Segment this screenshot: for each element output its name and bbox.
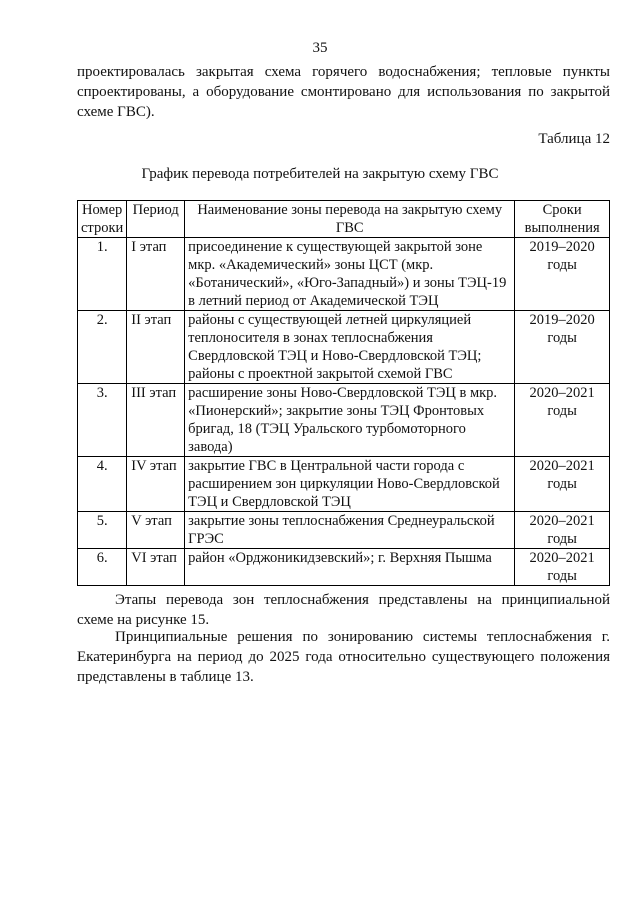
row-num: 1.: [78, 238, 127, 311]
header-num: Номер строки: [78, 201, 127, 238]
table-header-row: [78, 201, 610, 238]
row-num: 4.: [78, 457, 127, 512]
row-num: 6.: [78, 549, 127, 586]
row-zone: район «Орджоникидзевский»; г. Верхняя Пышма: [185, 549, 515, 586]
after-paragraph-2: Принципиальные решения по зонированию системы теплоснабжения г. Екатеринбурга на период до 2025 года относительно существующего положения представлены в таблице 13.: [77, 629, 610, 685]
row-zone: закрытие ГВС в Центральной части города с расширением зон циркуляции Ново-Свердловской ТЭЦ и Свердловской ТЭЦ: [185, 457, 515, 512]
row-term: 2019–2020 годы: [515, 311, 610, 384]
row-term: 2019–2020 годы: [515, 238, 610, 311]
intro-paragraph: проектировалась закрытая схема горячего водоснабжения; тепловые пункты спроектированы, а оборудование смонтировано для использования по закрытой схеме ГВС).: [77, 64, 610, 120]
table-caption: Таблица 12: [538, 131, 610, 147]
after-paragraph-1: Этапы перевода зон теплоснабжения представлены на принципиальной схеме на рисунке 15.: [77, 592, 610, 628]
row-period: II этап: [127, 311, 185, 384]
table-row: [78, 457, 610, 512]
row-term: 2020–2021 годы: [515, 457, 610, 512]
table-row: [78, 238, 610, 311]
row-zone: присоединение к существующей закрытой зоне мкр. «Академический» зоны ЦСТ (мкр. «Ботанический», «Юго-Западный») и зоны ТЭЦ-19 в летний период от Академической ТЭЦ: [185, 238, 515, 311]
table-row: [78, 311, 610, 384]
row-term: 2020–2021 годы: [515, 512, 610, 549]
header-zone: Наименование зоны перевода на закрытую схему ГВС: [185, 201, 515, 238]
table-row: [78, 384, 610, 457]
row-period: V этап: [127, 512, 185, 549]
row-num: 3.: [78, 384, 127, 457]
table-row: [78, 512, 610, 549]
table-row: [78, 549, 610, 586]
row-period: I этап: [127, 238, 185, 311]
header-period: Период: [127, 201, 185, 238]
row-period: VI этап: [127, 549, 185, 586]
row-period: IV этап: [127, 457, 185, 512]
row-zone: районы с существующей летней циркуляцией теплоносителя в зонах теплоснабжения Свердловской ТЭЦ и Ново-Свердловской ТЭЦ; районы с проектной закрытой схемой ГВС: [185, 311, 515, 384]
row-num: 2.: [78, 311, 127, 384]
row-period: III этап: [127, 384, 185, 457]
row-term: 2020–2021 годы: [515, 549, 610, 586]
row-num: 5.: [78, 512, 127, 549]
row-zone: закрытие зоны теплоснабжения Среднеуральской ГРЭС: [185, 512, 515, 549]
table-title: График перевода потребителей на закрытую схему ГВС: [141, 166, 499, 182]
row-zone: расширение зоны Ново-Свердловской ТЭЦ в мкр. «Пионерский»; закрытие зоны ТЭЦ Фронтовых бригад, 18 (ТЭЦ Уральского турбомоторного завода): [185, 384, 515, 457]
transition-schedule-table: [77, 200, 610, 586]
page-number: 35: [312, 40, 328, 56]
header-term: Сроки выполнения: [515, 201, 610, 238]
row-term: 2020–2021 годы: [515, 384, 610, 457]
